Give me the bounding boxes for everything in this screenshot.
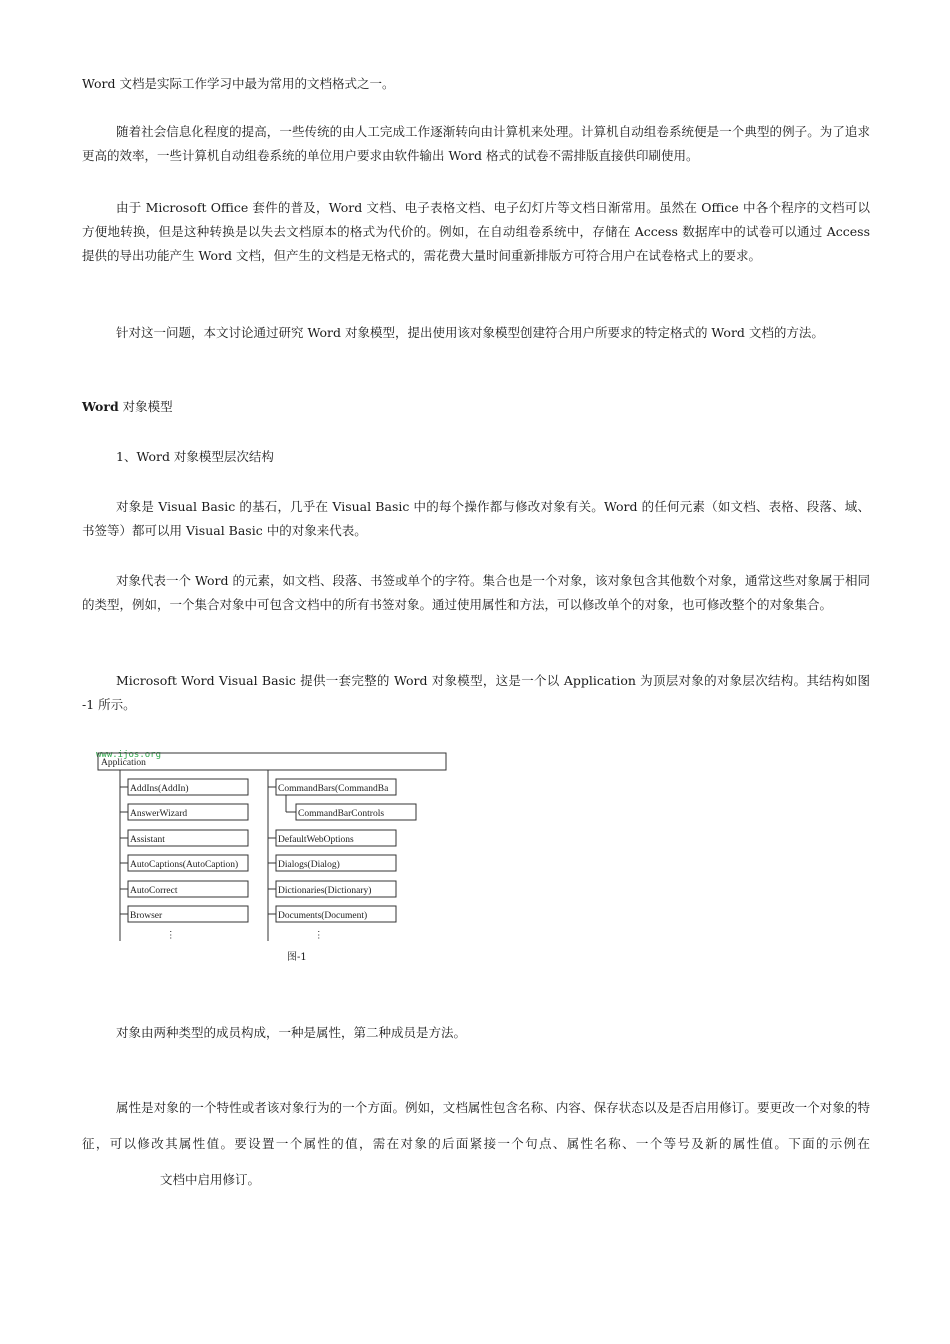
paragraph-office-conversion: 由于 Microsoft Office 套件的普及，Word 文档、电子表格文档、电子幻灯片等文档日渐常用。虽然在 Office 中各个程序的文档可以方便地转换，但是这种转换是以失去文档原本的格式为代价的。例如，在自动组卷系统中，存储在 Access 数据库中的试卷可以通过 Access 提供的导出功能产生 Word 文档，但产生的文档是无格式的，需花费大量时间重新排版方可符合用户在试卷格式上的要求。 [82,200,870,263]
paragraph-members: 对象由两种类型的成员构成，一种是属性，第二种成员是方法。 [116,1025,467,1040]
left-item-label: AutoCaptions(AutoCaption) [130,860,239,870]
right-item-label: CommandBarControls [298,809,385,819]
right-item-label: DefaultWebOptions [278,835,354,845]
root-label: Application [101,758,146,768]
paragraph-object-model: Microsoft Word Visual Basic 提供一套完整的 Word 对象模型，这是一个以 Application 为顶层对象的对象层次结构。其结构如图 -1 所示。 [82,673,870,712]
section-heading-bold: Word [82,399,119,414]
paragraph-intro: Word 文档是实际工作学习中最为常用的文档格式之一。 [82,76,395,91]
object-model-diagram [96,748,448,948]
figure-watermark: www.ijos.org [96,750,162,760]
right-item-2 [286,804,416,820]
properties-text: 属性是对象的一个特性或者该对象行为的一个方面。例如，文档属性包含名称、内容、保存状态以及是否启用修订。要更改一个对象的特征，可以修改其属性值。要设置一个属性的值，需在对象的后面紧接一个句点、属性名称、一个等号及新的属性值。下面的示例在 [82,1100,870,1151]
left-item-label: Assistant [130,835,165,845]
right-item-3 [268,830,396,846]
section-heading-rest: 对象模型 [118,399,173,414]
left-item-label: AnswerWizard [130,809,188,819]
right-ellipsis: ⋮ [314,931,324,941]
right-item-label: Documents(Document) [278,911,368,921]
figure-caption: 图-1 [287,952,307,963]
left-item-6 [120,906,248,922]
left-ellipsis: ⋮ [166,931,176,941]
section-heading [82,395,870,419]
paragraph-properties [82,1090,870,1198]
right-item-1 [268,779,396,795]
properties-tail: 文档中启用修订。 [160,1172,261,1187]
left-item-label: Browser [130,911,163,921]
right-branch [268,779,416,922]
left-item-label: AutoCorrect [130,886,178,896]
left-item-label: AddIns(AddIn) [130,784,189,794]
right-item-5 [268,881,396,897]
left-item-1 [120,779,248,795]
right-item-4 [268,855,396,871]
left-item-3 [120,830,248,846]
right-item-label: Dialogs(Dialog) [278,860,340,870]
right-item-label: Dictionaries(Dictionary) [278,886,372,896]
left-branch [120,779,248,922]
left-item-5 [120,881,248,897]
left-item-4 [120,855,248,871]
right-item-label: CommandBars(CommandBa [278,784,389,794]
paragraph-collections: 对象代表一个 Word 的元素，如文档、段落、书签或单个的字符。集合也是一个对象，该对象包含其他数个对象，通常这些对象属于相同的类型，例如，一个集合对象中可包含文档中的所有书签对象。通过使用属性和方法，可以修改单个的对象，也可修改整个的对象集合。 [82,573,870,612]
paragraph-purpose: 针对这一问题，本文讨论通过研究 Word 对象模型，提出使用该对象模型创建符合用户所要求的特定格式的 Word 文档的方法。 [116,325,824,340]
left-item-2 [120,804,248,820]
object-model-figure [96,748,448,948]
subsection-heading: 1、Word 对象模型层次结构 [116,449,274,464]
right-item-6 [268,906,396,922]
paragraph-objects: 对象是 Visual Basic 的基石，几乎在 Visual Basic 中的每个操作都与修改对象有关。Word 的任何元素（如文档、表格、段落、域、书签等）都可以用 Visual Basic 中的对象来代表。 [82,499,870,538]
paragraph-background: 随着社会信息化程度的提高，一些传统的由人工完成工作逐渐转向由计算机来处理。计算机自动组卷系统便是一个典型的例子。为了追求更高的效率，一些计算机自动组卷系统的单位用户要求由软件输出 Word 格式的试卷不需排版直接供印刷使用。 [82,124,870,163]
